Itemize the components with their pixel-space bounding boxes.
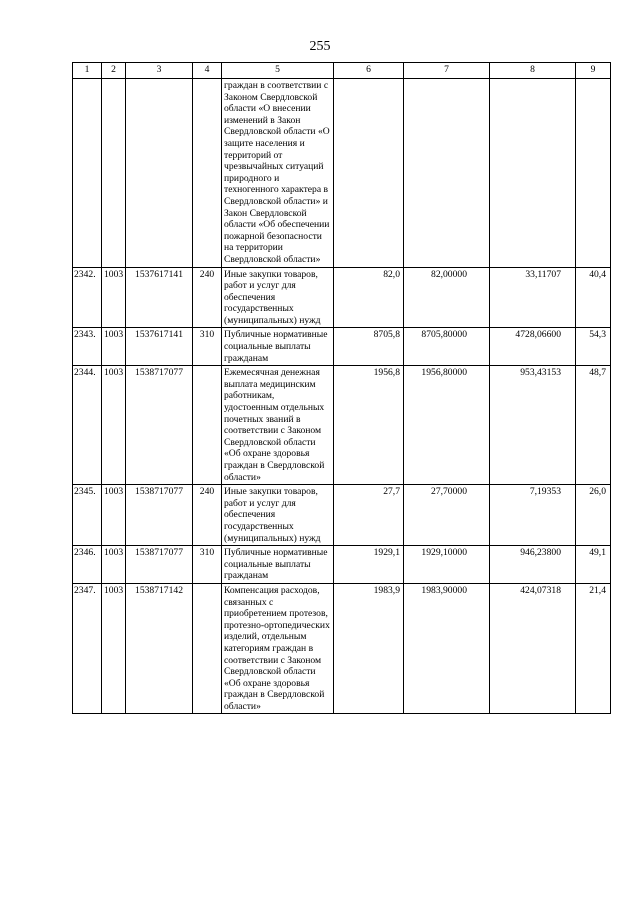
cell-section: 1003 <box>102 546 126 584</box>
header-cell-8: 8 <box>490 63 576 79</box>
table-row <box>73 366 611 485</box>
table-row <box>73 267 611 328</box>
cell-target: 1537617141 <box>126 267 193 328</box>
cell-target: 1538717077 <box>126 485 193 546</box>
header-row <box>73 63 611 79</box>
cell-target: 1538717077 <box>126 366 193 485</box>
cell-plan-exact <box>404 79 490 268</box>
cell-target: 1538717077 <box>126 546 193 584</box>
cell-description: Иные закупки товаров, работ и услуг для обеспечения государственных (муниципальных) нужд <box>222 267 334 328</box>
header-cell-3: 3 <box>126 63 193 79</box>
header-cell-1: 1 <box>73 63 102 79</box>
cell-percent: 54,3 <box>576 328 611 366</box>
cell-executed: 953,43153 <box>490 366 576 485</box>
cell-num: 2346. <box>73 546 102 584</box>
cell-executed <box>490 79 576 268</box>
cell-percent: 40,4 <box>576 267 611 328</box>
cell-plan: 27,7 <box>334 485 404 546</box>
cell-description: Иные закупки товаров, работ и услуг для обеспечения государственных (муниципальных) нужд <box>222 485 334 546</box>
cell-percent: 49,1 <box>576 546 611 584</box>
cell-type: 240 <box>193 267 222 328</box>
cell-description: Компенсация расходов, связанных с приобретением протезов, протезно-ортопедических изделий, отдельным категориям граждан в соответствии с Законом Свердловской области «Об охране здоровья граждан в Свердловской области» <box>222 583 334 714</box>
cell-plan: 8705,8 <box>334 328 404 366</box>
table-row <box>73 485 611 546</box>
cell-executed: 33,11707 <box>490 267 576 328</box>
cell-type <box>193 583 222 714</box>
cell-plan: 1956,8 <box>334 366 404 485</box>
cell-type <box>193 79 222 268</box>
cell-executed: 7,19353 <box>490 485 576 546</box>
cell-plan-exact: 8705,80000 <box>404 328 490 366</box>
continuation-row <box>73 79 611 268</box>
page-number: 255 <box>309 39 331 54</box>
table-row <box>73 328 611 366</box>
table-body <box>73 267 611 714</box>
cell-plan: 1929,1 <box>334 546 404 584</box>
cell-target <box>126 79 193 268</box>
cell-plan-exact: 82,00000 <box>404 267 490 328</box>
cell-num: 2344. <box>73 366 102 485</box>
cell-description: Публичные нормативные социальные выплаты гражданам <box>222 328 334 366</box>
budget-table <box>72 62 611 714</box>
cell-section: 1003 <box>102 583 126 714</box>
cell-num: 2347. <box>73 583 102 714</box>
cell-type: 310 <box>193 546 222 584</box>
cell-target: 1538717142 <box>126 583 193 714</box>
header-cell-4: 4 <box>193 63 222 79</box>
cell-section <box>102 79 126 268</box>
cell-executed: 424,07318 <box>490 583 576 714</box>
cell-type <box>193 366 222 485</box>
header-cell-6: 6 <box>334 63 404 79</box>
table-row <box>73 583 611 714</box>
cell-num: 2342. <box>73 267 102 328</box>
cell-plan-exact: 27,70000 <box>404 485 490 546</box>
cell-executed: 946,23800 <box>490 546 576 584</box>
cell-section: 1003 <box>102 485 126 546</box>
cell-description: граждан в соответствии с Законом Свердловской области «О внесении изменений в Закон Свердловской области «О защите населения и территорий от чрезвычайных ситуаций природного и техногенного характера в Свердловской области» и Закон Свердловской области «Об обеспечении пожарной безопасности на территории Свердловской области» <box>222 79 334 268</box>
cell-section: 1003 <box>102 267 126 328</box>
cell-section: 1003 <box>102 366 126 485</box>
cell-executed: 4728,06600 <box>490 328 576 366</box>
cell-percent: 26,0 <box>576 485 611 546</box>
cell-percent: 21,4 <box>576 583 611 714</box>
cell-num: 2343. <box>73 328 102 366</box>
cell-section: 1003 <box>102 328 126 366</box>
cell-type: 310 <box>193 328 222 366</box>
header-cell-7: 7 <box>404 63 490 79</box>
cell-plan-exact: 1956,80000 <box>404 366 490 485</box>
cell-plan-exact: 1983,90000 <box>404 583 490 714</box>
cell-target: 1537617141 <box>126 328 193 366</box>
cell-type: 240 <box>193 485 222 546</box>
header-cell-2: 2 <box>102 63 126 79</box>
cell-description: Публичные нормативные социальные выплаты гражданам <box>222 546 334 584</box>
cell-plan: 82,0 <box>334 267 404 328</box>
cell-plan <box>334 79 404 268</box>
cell-plan: 1983,9 <box>334 583 404 714</box>
cell-plan-exact: 1929,10000 <box>404 546 490 584</box>
cell-description: Ежемесячная денежная выплата медицинским работникам, удостоенным отдельных почетных званий в соответствии с Законом Свердловской области «Об охране здоровья граждан в Свердловской области» <box>222 366 334 485</box>
header-cell-5: 5 <box>222 63 334 79</box>
cell-num: 2345. <box>73 485 102 546</box>
cell-percent <box>576 79 611 268</box>
table-row <box>73 546 611 584</box>
header-cell-9: 9 <box>576 63 611 79</box>
cell-percent: 48,7 <box>576 366 611 485</box>
cell-num <box>73 79 102 268</box>
